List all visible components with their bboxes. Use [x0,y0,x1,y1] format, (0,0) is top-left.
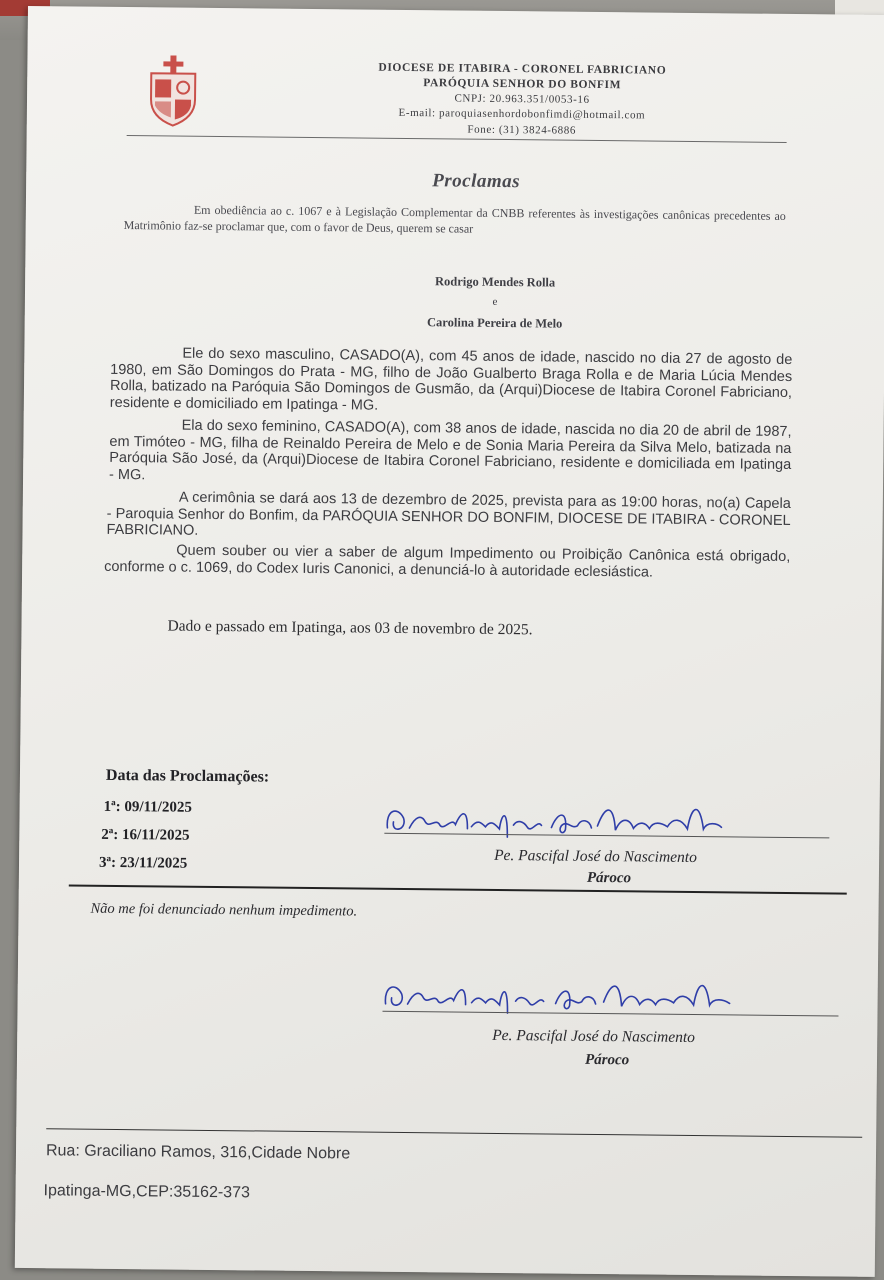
document-page [15,6,884,1277]
proclamation-date: 23/11/2025 [119,855,188,872]
footer-city: Ipatinga-MG,CEP:35162-373 [43,1182,251,1202]
proclamation-label: 1ª: [103,798,121,816]
proclamation-date: 09/11/2025 [124,799,192,816]
bride-paragraph: Ela do sexo feminino, CASADO(A), com 38 anos de idade, nascida no dia 20 de abril de 1987, em Timóteo - MG, filha de Reinaldo Pereira de Melo e de Sonia Maria Pereira da Silva Melo, batizada na Paróquia São José, da (Arqui)Diocese de Itabira Coronel Fabriciano, residente e domiciliada em Ipatinga - MG. [109,417,792,483]
impediment-paragraph: Quem souber ou vier a saber de algum Impedimento ou Proibição Canônica está obrigado, conforme o c. 1069, do Codex Iuris Canonici, a denunciá-lo à autoridade eclesiástica. [104,542,791,581]
no-impediment-note: Não me foi denunciado nenhum impedimento. [90,900,358,920]
intro-paragraph: Em obediência ao c. 1067 e à Legislação Complementar da CNBB referentes às investigações canônicas precedentes ao Matrimônio faz-se proclamar que, com o favor de Deus, querem se casar [123,202,786,236]
signer-role: Pároco [584,1051,630,1069]
diocese-name: DIOCESE DE ITABIRA - CORONEL FABRICIANO [378,61,667,77]
bride-name: Carolina Pereira de Melo [426,315,563,331]
proclamations-heading: Data das Proclamações: [105,766,270,786]
proclamation-label: 3ª: [98,854,117,871]
proclamation-3 [99,855,187,873]
parish-email: E-mail: paroquiasenhordobonfimdi@hotmail.com [398,106,646,122]
proclamation-1 [104,799,192,817]
given-date: Dado e passado em Ipatinga, aos 03 de novembro de 2025. [167,617,533,639]
footer-street: Rua: Graciliano Ramos, 316,Cidade Nobre [45,1142,351,1163]
parish-name: PARÓQUIA SENHOR DO BONFIM [423,77,622,92]
parish-cnpj: CNPJ: 20.963.351/0053-16 [454,92,590,106]
signer-name: Pe. Pascifal José do Nascimento [492,1026,696,1047]
proclamation-label: 2ª: [101,826,119,843]
parish-phone: Fone: (31) 3824-6886 [467,123,577,137]
footer-divider [46,1128,862,1138]
groom-name: Rodrigo Mendes Rolla [434,274,556,290]
proclamation-2 [101,827,189,845]
document-title: Proclamas [432,170,521,193]
ceremony-paragraph: A cerimônia se dará aos 13 de dezembro de 2025, prevista para as 19:00 horas, no(a) Capela - Paroquia Senhor do Bonfim, da PARÓQUIA SENHOR DO BONFIM, DIOCESE DE ITABIRA - CORONEL FABRICIANO. [106,489,791,539]
handwritten-signature [379,960,750,1028]
signer-role: Pároco [586,869,632,887]
couple-conjunction: e [492,295,498,308]
groom-paragraph: Ele do sexo masculino, CASADO(A), com 45 anos de idade, nascido no dia 27 de agosto de 1980, em São Domingos do Prata - MG, filho de João Gualberto Braga Rolla e de Maria Lúcia Mendes Rolla, batizado na Paróquia São Domingos de Gusmão, da (Arqui)Diocese de Itabira Coronel Fabriciano, residente e domiciliado em Ipatinga - MG. [109,345,793,414]
parish-coat-of-arms-icon [145,53,202,128]
section-divider [69,884,847,894]
signer-name: Pe. Pascifal José do Nascimento [494,846,697,867]
handwritten-signature [381,788,742,852]
proclamation-date: 16/11/2025 [121,827,190,844]
